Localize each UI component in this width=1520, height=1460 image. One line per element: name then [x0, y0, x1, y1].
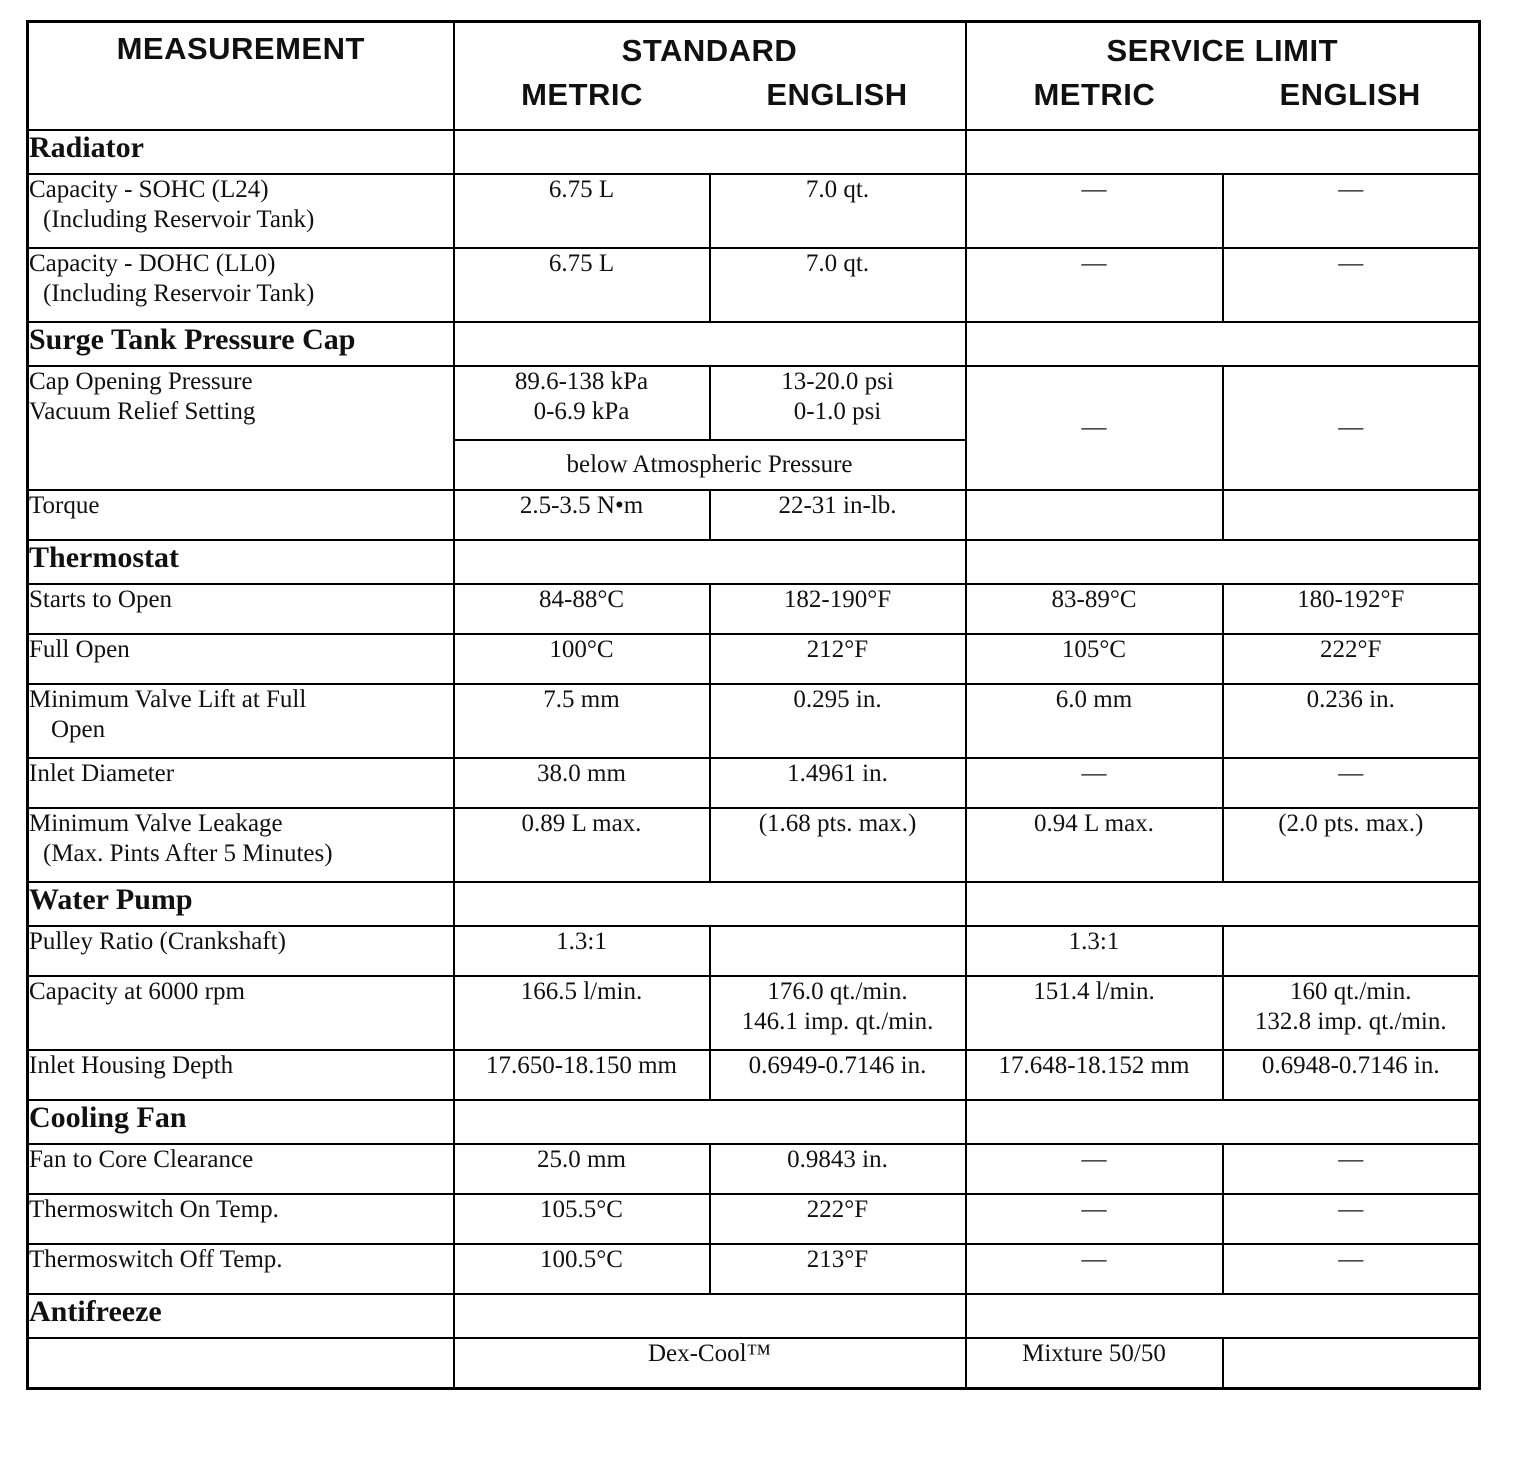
section-blank-limit	[966, 1100, 1480, 1144]
table-row	[28, 634, 1480, 684]
row-label-main: Minimum Valve Leakage	[29, 810, 283, 837]
row-label: Capacity at 6000 rpm	[28, 976, 454, 1050]
header-standard	[454, 22, 966, 131]
table-row	[28, 1194, 1480, 1244]
cell-limit-metric: Mixture 50/50	[966, 1338, 1223, 1389]
table-row	[28, 976, 1480, 1050]
cell-limit-metric: —	[966, 1244, 1223, 1294]
section-title-cooling-fan: Cooling Fan	[28, 1100, 454, 1144]
cell-standard-english: 0.9843 in.	[710, 1144, 966, 1194]
row-label-sub: Open	[51, 716, 106, 743]
cell-limit-metric: 105°C	[966, 634, 1223, 684]
cell-limit-metric: —	[966, 1144, 1223, 1194]
cell-standard-english: 7.0 qt.	[710, 174, 966, 248]
section-row-radiator	[28, 130, 1480, 174]
table-row	[28, 1338, 1480, 1389]
cell-limit-metric: 151.4 l/min.	[966, 976, 1223, 1050]
cell-line-1: 89.6-138 kPa	[514, 368, 649, 395]
cell-limit-metric	[966, 490, 1223, 540]
table-row	[28, 366, 1480, 440]
cell-standard-english: 22-31 in-lb.	[710, 490, 966, 540]
cell-limit-english: (2.0 pts. max.)	[1223, 808, 1480, 882]
section-title-surge-tank: Surge Tank Pressure Cap	[28, 322, 454, 366]
cell-limit-metric: 0.94 L max.	[966, 808, 1223, 882]
cell-standard-metric: 2.5-3.5 N•m	[454, 490, 710, 540]
cell-limit-english	[1223, 490, 1480, 540]
cell-standard-metric: 0.89 L max.	[454, 808, 710, 882]
cell-line-1: 160 qt./min.	[1289, 978, 1412, 1005]
row-label: Inlet Housing Depth	[28, 1050, 454, 1100]
header-standard-metric: METRIC	[521, 77, 643, 112]
cell-limit-english: —	[1223, 1144, 1480, 1194]
row-label: Starts to Open	[28, 584, 454, 634]
cell-limit-metric: —	[966, 248, 1223, 322]
section-row-surge-tank	[28, 322, 1480, 366]
row-label-main: Capacity - SOHC (L24)	[29, 176, 269, 203]
cell-standard-english	[710, 976, 966, 1050]
cell-limit-english: —	[1223, 758, 1480, 808]
cell-standard-metric: 166.5 l/min.	[454, 976, 710, 1050]
header-limit-metric: METRIC	[1033, 77, 1156, 112]
cell-line-1: 13-20.0 psi	[781, 368, 894, 395]
cell-limit-metric: 1.3:1	[966, 926, 1223, 976]
row-label	[28, 808, 454, 882]
row-label: Inlet Diameter	[28, 758, 454, 808]
cell-standard-english	[710, 366, 966, 440]
cell-line-2: 0-6.9 kPa	[533, 398, 630, 425]
table-row	[28, 490, 1480, 540]
cell-standard-english: 0.295 in.	[710, 684, 966, 758]
cell-standard-metric: 6.75 L	[454, 248, 710, 322]
row-label: Fan to Core Clearance	[28, 1144, 454, 1194]
row-label	[28, 174, 454, 248]
section-blank-limit	[966, 882, 1480, 926]
table-row	[28, 808, 1480, 882]
cell-limit-metric: 6.0 mm	[966, 684, 1223, 758]
header-standard-title: STANDARD	[621, 33, 798, 68]
section-blank-limit	[966, 322, 1480, 366]
table-row	[28, 1244, 1480, 1294]
section-title-thermostat: Thermostat	[28, 540, 454, 584]
cell-standard-metric: 25.0 mm	[454, 1144, 710, 1194]
cell-standard-metric: 17.650-18.150 mm	[454, 1050, 710, 1100]
section-title-radiator: Radiator	[28, 130, 454, 174]
cell-line-2: 146.1 imp. qt./min.	[741, 1008, 934, 1035]
row-label-sub: (Including Reservoir Tank)	[43, 280, 315, 307]
header-service-limit	[966, 22, 1480, 131]
row-label: Thermoswitch On Temp.	[28, 1194, 454, 1244]
table-row	[28, 1144, 1480, 1194]
section-row-cooling-fan	[28, 1100, 1480, 1144]
cell-standard-english: (1.68 pts. max.)	[710, 808, 966, 882]
header-measurement: MEASUREMENT	[28, 22, 454, 131]
cell-limit-metric: 17.648-18.152 mm	[966, 1050, 1223, 1100]
cell-limit-english: —	[1223, 366, 1480, 490]
row-label: Full Open	[28, 634, 454, 684]
cell-limit-metric: —	[966, 758, 1223, 808]
section-title-water-pump: Water Pump	[28, 882, 454, 926]
cell-standard-english: 0.6949-0.7146 in.	[710, 1050, 966, 1100]
section-blank-standard	[454, 1100, 966, 1144]
table-row	[28, 684, 1480, 758]
section-blank-standard	[454, 322, 966, 366]
section-row-antifreeze	[28, 1294, 1480, 1338]
cell-standard-metric: 100°C	[454, 634, 710, 684]
cell-standard-english: 212°F	[710, 634, 966, 684]
header-standard-english: ENGLISH	[766, 77, 908, 112]
cell-standard-metric: 7.5 mm	[454, 684, 710, 758]
cell-limit-english: 222°F	[1223, 634, 1480, 684]
row-label	[28, 248, 454, 322]
cell-limit-english	[1223, 1338, 1480, 1389]
row-label: Pulley Ratio (Crankshaft)	[28, 926, 454, 976]
row-label: Torque	[28, 490, 454, 540]
section-blank-standard	[454, 130, 966, 174]
section-blank-limit	[966, 1294, 1480, 1338]
section-row-water-pump	[28, 882, 1480, 926]
section-blank-limit	[966, 130, 1480, 174]
cell-limit-metric: —	[966, 174, 1223, 248]
table-row	[28, 174, 1480, 248]
cell-limit-english: 0.6948-0.7146 in.	[1223, 1050, 1480, 1100]
cell-limit-english: —	[1223, 1194, 1480, 1244]
cell-limit-english	[1223, 976, 1480, 1050]
cell-limit-metric: —	[966, 366, 1223, 490]
cell-limit-english: 180-192°F	[1223, 584, 1480, 634]
cell-standard-value: Dex-Cool™	[454, 1338, 966, 1389]
row-label-sub: (Max. Pints After 5 Minutes)	[43, 840, 333, 867]
header-limit-english: ENGLISH	[1279, 77, 1421, 112]
cell-standard-metric: 38.0 mm	[454, 758, 710, 808]
cell-limit-metric: 83-89°C	[966, 584, 1223, 634]
row-label	[28, 684, 454, 758]
cell-limit-english: —	[1223, 174, 1480, 248]
cell-standard-english: 1.4961 in.	[710, 758, 966, 808]
row-label-main: Cap Opening Pressure	[29, 368, 253, 395]
cell-standard-metric: 100.5°C	[454, 1244, 710, 1294]
cell-limit-english: 0.236 in.	[1223, 684, 1480, 758]
cell-line-2: 0-1.0 psi	[793, 398, 882, 425]
cell-standard-english: 213°F	[710, 1244, 966, 1294]
row-label-main: Capacity - DOHC (LL0)	[29, 250, 276, 277]
section-blank-standard	[454, 882, 966, 926]
cell-standard-english: 182-190°F	[710, 584, 966, 634]
cell-limit-english: —	[1223, 248, 1480, 322]
cell-standard-metric	[454, 366, 710, 440]
cell-limit-english	[1223, 926, 1480, 976]
cell-limit-english: —	[1223, 1244, 1480, 1294]
table-row	[28, 584, 1480, 634]
section-blank-standard	[454, 1294, 966, 1338]
table-row	[28, 248, 1480, 322]
row-label	[28, 1338, 454, 1389]
row-label: Thermoswitch Off Temp.	[28, 1244, 454, 1294]
cell-standard-english: 222°F	[710, 1194, 966, 1244]
cell-line-1: 176.0 qt./min.	[767, 978, 908, 1005]
row-label-sub: (Including Reservoir Tank)	[43, 206, 315, 233]
cooling-system-spec-table	[26, 20, 1481, 1390]
section-blank-standard	[454, 540, 966, 584]
table-row	[28, 1050, 1480, 1100]
cell-standard-english: 7.0 qt.	[710, 248, 966, 322]
row-label-main: Minimum Valve Lift at Full	[29, 686, 307, 713]
cell-limit-metric: —	[966, 1194, 1223, 1244]
section-row-thermostat	[28, 540, 1480, 584]
cell-standard-metric: 105.5°C	[454, 1194, 710, 1244]
cell-standard-note: below Atmospheric Pressure	[454, 440, 966, 490]
row-label	[28, 366, 454, 490]
section-title-antifreeze: Antifreeze	[28, 1294, 454, 1338]
cell-standard-metric: 84-88°C	[454, 584, 710, 634]
table-row	[28, 758, 1480, 808]
header-service-limit-title: SERVICE LIMIT	[1106, 33, 1339, 68]
section-blank-limit	[966, 540, 1480, 584]
cell-line-2: 132.8 imp. qt./min.	[1254, 1008, 1447, 1035]
table-row	[28, 926, 1480, 976]
cell-standard-metric: 1.3:1	[454, 926, 710, 976]
cell-standard-metric: 6.75 L	[454, 174, 710, 248]
row-label-main-2: Vacuum Relief Setting	[29, 398, 256, 425]
cell-standard-english	[710, 926, 966, 976]
